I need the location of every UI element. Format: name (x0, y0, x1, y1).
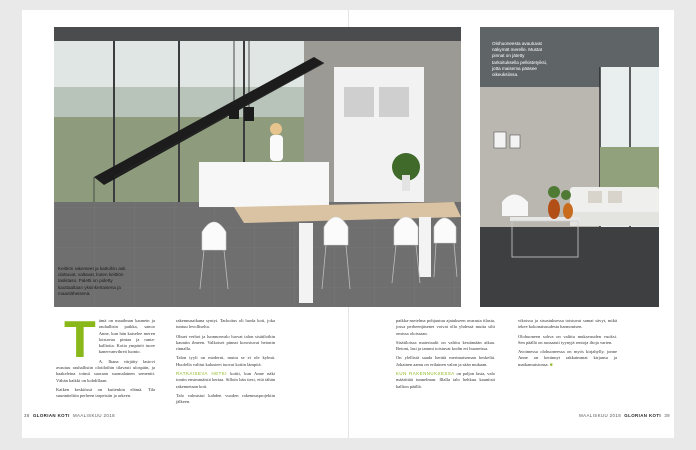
paragraph: Talon tyyli on moderni, mutta se ei ole kylmä. Huolella valitut kalusteet tuovat kotiin lämpöä. (176, 355, 275, 367)
paragraph: Ohuet verhot ja luonnonvalo luovat talon sisätiloihin kauniin ilmeen. Valkoiset pinnat korostuvat betonin rinnalla. (176, 333, 275, 352)
paragraph: paikka-asetelma pohjautuu ajatukseen avarasta tilasta, jossa perheenjäsenet voivat olla yhdessä mutta silti omissa oloissaan. (396, 318, 495, 336)
paragraph: Kaiken keskiössä on kuitenkin elämä. Tila suunniteltiin perheen tarpeisiin ja arkeen. (56, 386, 155, 399)
paragraph-with-subhead (396, 371, 495, 390)
subhead: KUN RAKENNUKSESSA (396, 371, 455, 377)
text-column-4 (518, 318, 617, 371)
issue-date: MAALISKUU 2018 (579, 413, 622, 418)
paragraph: vikoissa ja sisustuksessa toistuvat samat sävyt, mikä tekee kokonaisuudesta harmonisen. (518, 318, 617, 330)
kitchen-photo-caption: Keittiön rakenteet ja kattoihin asti ulottuvat, valtavat, kuten keittiön taskitaso. Paletti on pidetty kauttaaltaan yksinkertaisena ja maanläheisenä. (58, 265, 126, 296)
drop-cap: T (64, 311, 96, 369)
paragraph-text: on paljon lasia, valo määrittää tunnelman. Illalla talo hehkuu kauniisti kallion päällä. (396, 371, 495, 389)
living-room-photo (480, 27, 659, 307)
paragraph: rakennusaikana syntyi. Tarkoitus oli luoda koti, joka tuntuu levolliselta. (176, 318, 275, 330)
paragraph-text: Avoimessa olohuoneessa on myös kirjahylly, jonne Anne on kerännyt rakkaimmat kirjansa ja matkamuistonsa. (518, 349, 617, 367)
paragraph: A. Ihana värjätty lasiovi avautuu rauhallisiin olotiloihin tilavasti ulospäin, ja kaakeleina toimii suoraan suomalainen sementti. Vähän kaikki on kohdillaan. (56, 358, 155, 383)
paragraph: ämä on maailman kaunein ja rauhallisin paikka, sanoo Anne, kun hän katselee meren loistavaa pintaa ja ranta-kallioita. Kotia ympäröi tuore kanervanvihreä luonto. (98, 318, 155, 355)
living-room-photo-caption: Olohuoneesta avautuvat näkymät merelle. Mustat pinnat on jätetty tarkoituksella pelkistetyiksi, jotta maisema pääsee oikeuksiinsa. (492, 41, 548, 78)
paragraph-text: koitti, kun Anne näki tontin ensimmäistä kertaa. Silloin hän tiesi, että tähän rakennetaan koti. (176, 371, 275, 389)
text-column-1 (56, 311, 155, 403)
paragraph: On ylellistä saada herätä merimaiseman keskeltä. Jokainen aamu on erilainen valon ja sään mukaan. (396, 355, 495, 367)
paragraph: Olohuoneen sohva on valittu mukavuuden vuoksi. Sen päällä on runsaasti tyynyjä rentoja iltoja varten. (518, 333, 617, 345)
magazine-spread (22, 10, 674, 438)
footer-right (579, 413, 670, 418)
page-number: 39 (664, 413, 670, 418)
magazine-name: GLORIAN KOTI (32, 413, 70, 418)
text-column-2 (176, 318, 275, 409)
paragraph: Sisätiloissa materiaalit on valittu kestämään aikaa. Betoni, lasi ja tammi toistuvat kodin eri huoneissa. (396, 339, 495, 352)
text-column-3 (396, 318, 495, 393)
footer-left (24, 413, 115, 418)
paragraph-with-subhead (176, 371, 275, 390)
kitchen-photo (54, 27, 461, 307)
subhead: RATKAISEVA HETKI (176, 371, 227, 377)
end-mark-icon: ■ (549, 361, 553, 367)
paragraph (518, 349, 617, 368)
issue-date: MAALISKUU 2018 (72, 413, 115, 418)
magazine-name: GLORIAN KOTI (624, 413, 662, 418)
paragraph: Talo valmistui kahden vuoden rakennusprojektin jälkeen. (176, 392, 275, 405)
page-number: 38 (24, 413, 30, 418)
